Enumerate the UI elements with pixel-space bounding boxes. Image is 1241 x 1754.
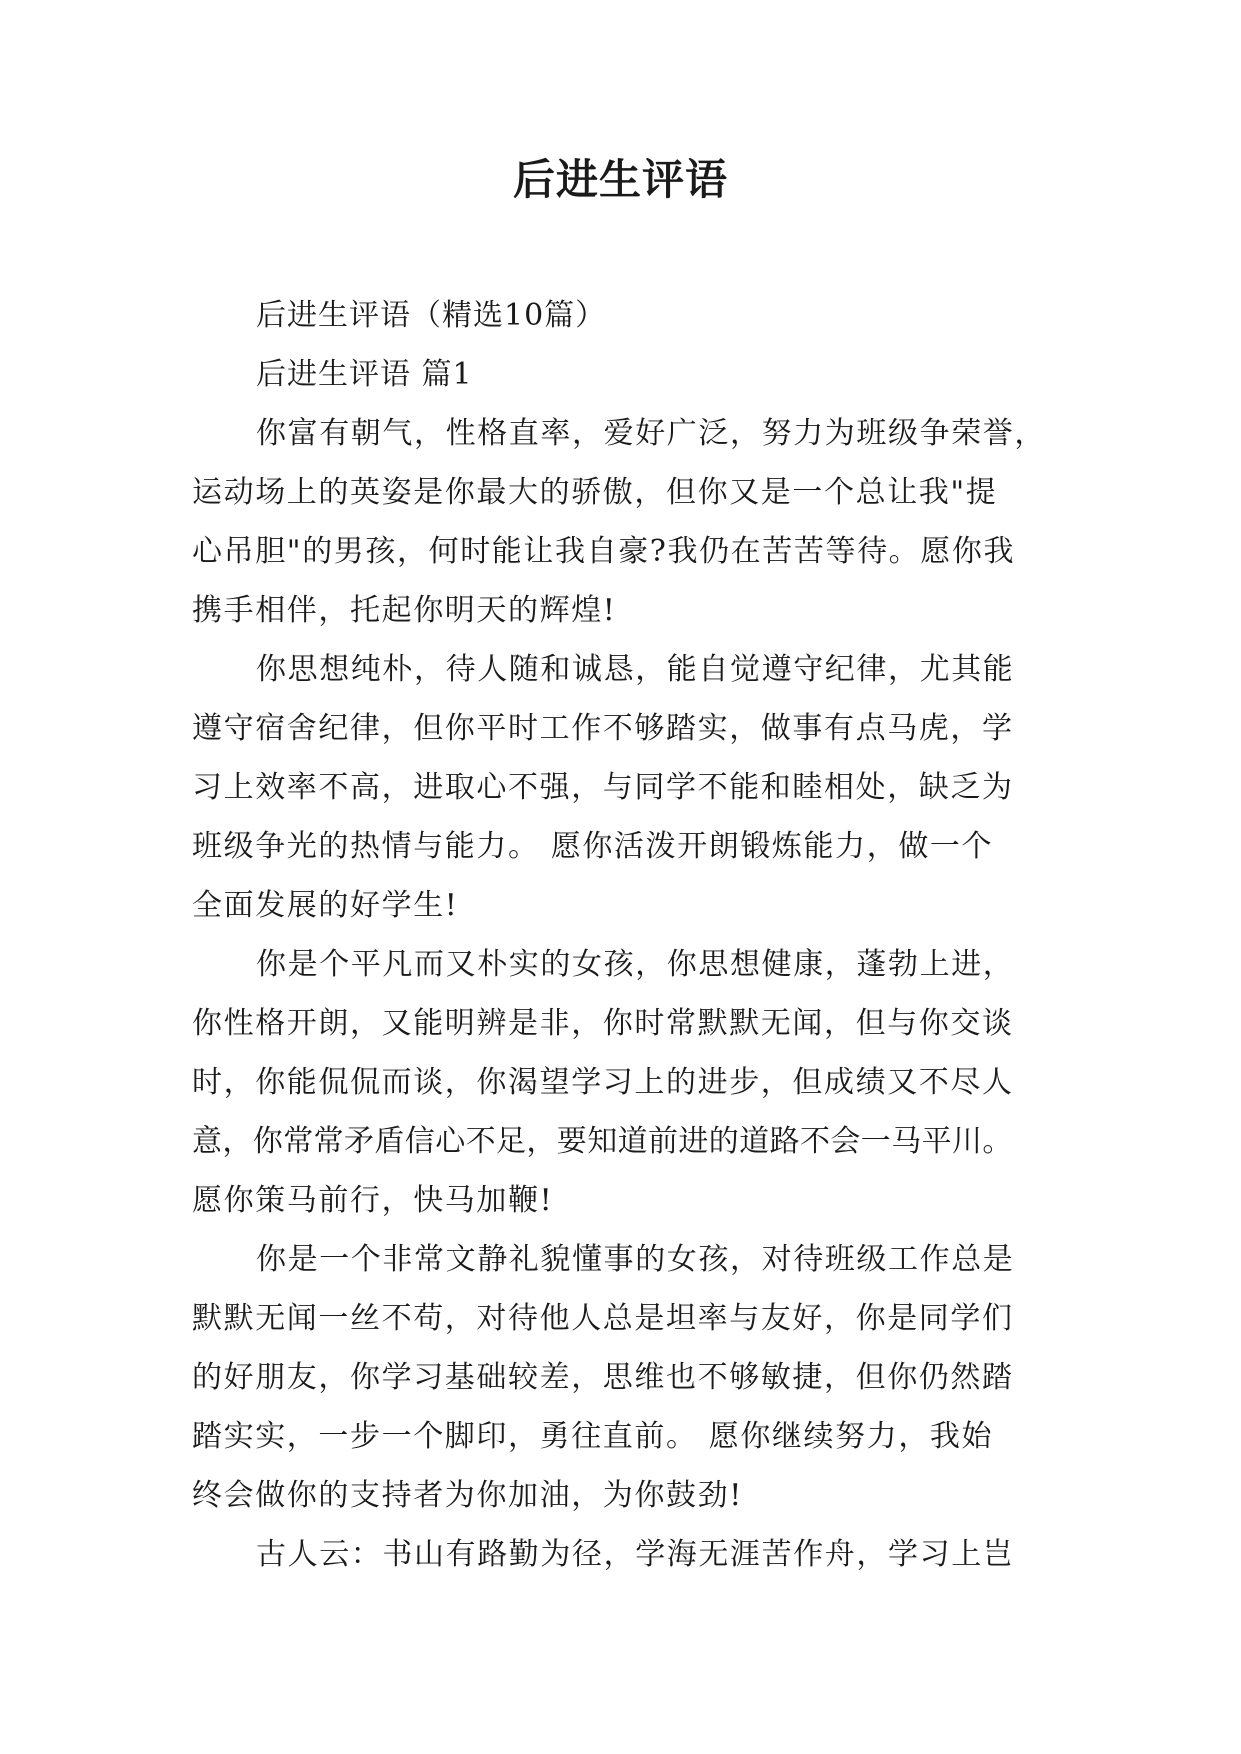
paragraph-line: 踏实实，一步一个脚印，勇往直前。 愿你继续努力，我始 [192, 1419, 994, 1454]
paragraph-line: 古人云：书山有路勤为径，学海无涯苦作舟，学习上岂 [256, 1537, 1015, 1572]
document-body [192, 286, 1052, 1584]
paragraph-line: 终会做你的支持者为你加油，为你鼓劲! [192, 1478, 743, 1513]
paragraph-line: 全面发展的好学生! [192, 888, 459, 923]
paragraph-line: 你是个平凡而又朴实的女孩，你思想健康，蓬勃上进， [256, 947, 1015, 982]
paragraph-line: 心吊胆"的男孩，何时能让我自豪?我仍在苦苦等待。愿你我 [192, 534, 1016, 569]
paragraph-line: 班级争光的热情与能力。 愿你活泼开朗锻炼能力，做一个 [192, 829, 994, 864]
paragraph-line: 携手相伴，托起你明天的辉煌! [192, 593, 617, 628]
paragraph-line: 你富有朝气，性格直率，爱好广泛，努力为班级争荣誉， [256, 416, 1046, 451]
paragraph-line: 运动场上的英姿是你最大的骄傲，但你又是一个总让我"提 [192, 475, 998, 510]
document-title: 后进生评语 [512, 155, 728, 204]
paragraph-line: 习上效率不高，进取心不强，与同学不能和睦相处，缺乏为 [192, 770, 1014, 805]
paragraph-line: 愿你策马前行，快马加鞭! [192, 1183, 554, 1218]
subtitle-line: 后进生评语（精选10篇） [256, 298, 607, 333]
paragraph-line: 你性格开朗，又能明辨是非，你时常默默无闻，但与你交谈 [192, 1006, 1014, 1041]
paragraph-line: 时，你能侃侃而谈，你渴望学习上的进步，但成绩又不尽人 [192, 1065, 1014, 1100]
paragraph-line: 你思想纯朴，待人随和诚恳，能自觉遵守纪律，尤其能 [256, 652, 1015, 687]
paragraph-line: 你是一个非常文静礼貌懂事的女孩，对待班级工作总是 [256, 1242, 1015, 1277]
paragraph-line: 的好朋友，你学习基础较差，思维也不够敏捷，但你仍然踏 [192, 1360, 1014, 1395]
paragraph-line: 意，你常常矛盾信心不足，要知道前进的道路不会一马平川。 [192, 1124, 1013, 1159]
paragraph-line: 遵守宿舍纪律，但你平时工作不够踏实，做事有点马虎，学 [192, 711, 1014, 746]
section-heading: 后进生评语 篇1 [256, 357, 473, 392]
paragraph-line: 默默无闻一丝不苟，对待他人总是坦率与友好，你是同学们 [192, 1301, 1014, 1336]
